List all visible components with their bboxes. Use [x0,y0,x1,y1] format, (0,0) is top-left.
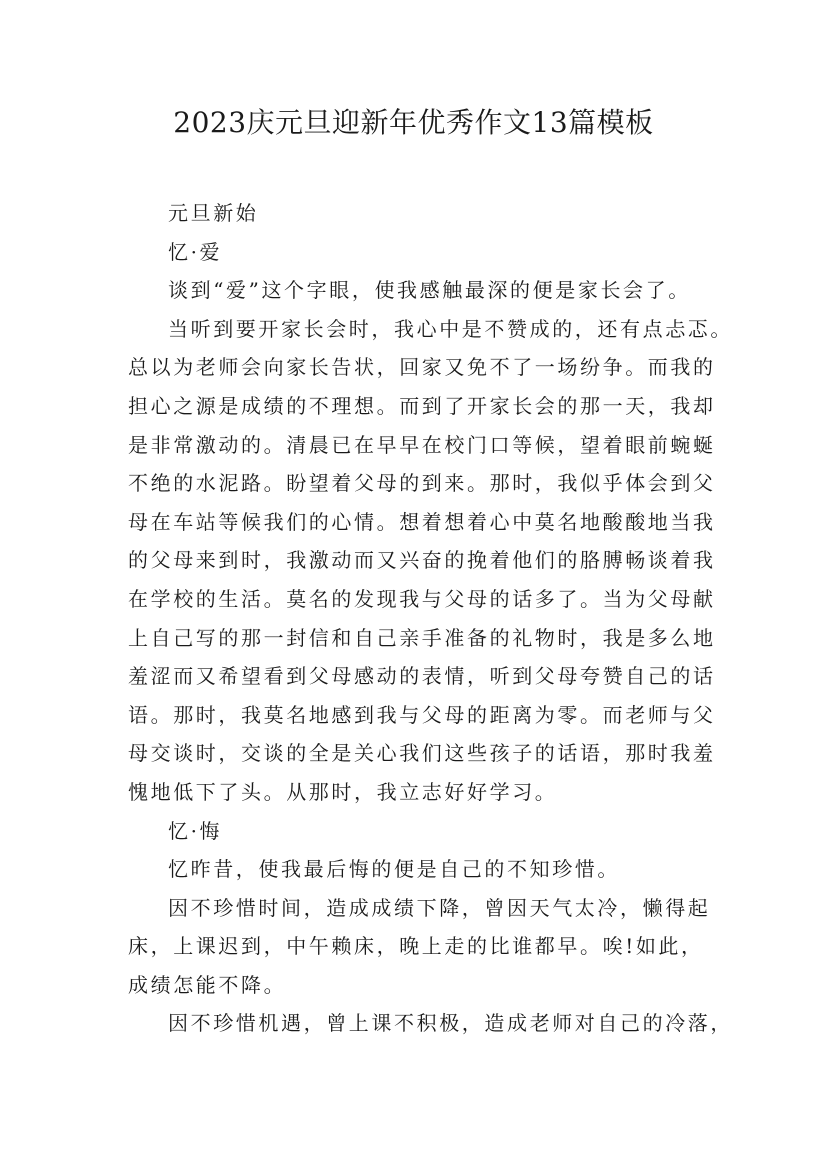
section-heading-hui: 忆·悔 [168,818,223,843]
paragraph-line: 总以为老师会向家长告状，回家又免不了一场纷争。而我的 [128,355,716,380]
paragraph-line: 担心之源是成绩的不理想。而到了开家长会的那一天，我却 [128,393,716,418]
paragraph-line: 的父母来到时，我激动而又兴奋的挽着他们的胳膊畅谈着我 [128,548,716,573]
paragraph-line: 床，上课迟到，中午赖床，晚上走的比谁都早。唉!如此， [128,934,704,959]
document-title: 2023庆元旦迎新年优秀作文13篇模板 [173,106,654,139]
paragraph-line: 因不珍惜机遇，曾上课不积极，造成老师对自己的冷落， [168,1011,733,1036]
paragraph-line: 母交谈时，交谈的全是关心我们这些孩子的话语，那时我羞 [128,741,716,766]
paragraph-line: 上自己写的那一封信和自己亲手准备的礼物时，我是多么地 [128,625,716,650]
paragraph-line: 成绩怎能不降。 [128,972,287,997]
section-heading-yuandan: 元旦新始 [168,201,259,225]
paragraph-line: 在学校的生活。莫名的发现我与父母的话多了。当为父母献 [128,586,716,611]
paragraph-line: 是非常激动的。清晨已在早早在校门口等候，望着眼前蜿蜒 [128,432,716,457]
paragraph-line: 忆昨昔，使我最后悔的便是自己的不知珍惜。 [168,857,620,882]
paragraph-line: 语。那时，我莫名地感到我与父母的距离为零。而老师与父 [128,702,716,727]
paragraph-line: 谈到“爱”这个字眼，使我感触最深的便是家长会了。 [168,278,691,303]
document-body [128,194,733,1043]
paragraph-line: 因不珍惜时间，造成成绩下降，曾因天气太冷，懒得起 [168,895,711,920]
paragraph-line: 羞涩而又希望看到父母感动的表情，听到父母夸赞自己的话 [128,664,716,689]
paragraph-line: 愧地低下了头。从那时，我立志好好学习。 [128,779,558,804]
paragraph-line: 母在车站等候我们的心情。想着想着心中莫名地酸酸地当我 [128,509,716,534]
section-heading-ai: 忆·爱 [168,239,223,264]
paragraph-line: 不绝的水泥路。盼望着父母的到来。那时，我似乎体会到父 [128,471,716,496]
paragraph-line: 当听到要开家长会时，我心中是不赞成的，还有点忐忑。 [168,316,733,341]
